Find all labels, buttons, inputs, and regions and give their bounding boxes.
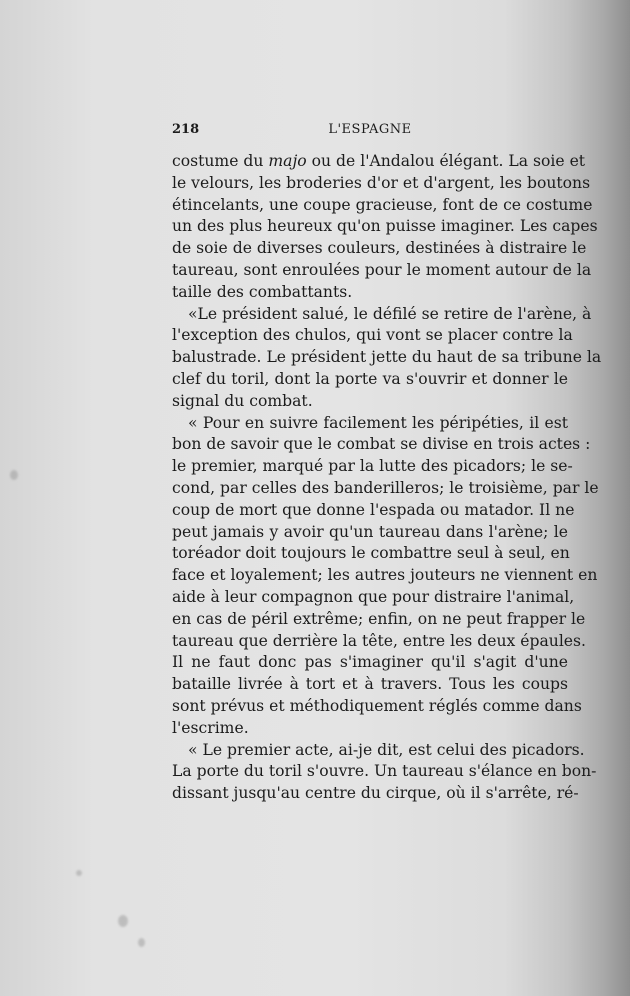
text-line: un des plus heureux qu'on puisse imaginer. Les capes	[172, 217, 598, 236]
text-line: balustrade. Le président jette du haut de sa tribune la	[172, 348, 602, 367]
text-line: taureau que derrière la tête, entre les deux épaules.	[172, 631, 586, 650]
page-body-text	[172, 151, 602, 805]
text-line: peut jamais y avoir qu'un taureau dans l'arène; le	[172, 522, 568, 541]
paper-stain	[76, 870, 82, 876]
text-line: l'exception des chulos, qui vont se placer contre la	[172, 326, 573, 345]
text-line: l'escrime.	[172, 718, 249, 737]
text-line: bon de savoir que le combat se divise en trois actes :	[172, 435, 591, 454]
text-line: bataille livrée à tort et à travers. Tous les coups	[172, 675, 568, 694]
text-line: taureau, sont enroulées pour le moment autour de la	[172, 260, 592, 279]
page-header	[172, 122, 568, 140]
text-line: face et loyalement; les autres jouteurs ne viennent en	[172, 566, 598, 585]
text-line: toréador doit toujours le combattre seul à seul, en	[172, 544, 570, 563]
text-line: costume du majo ou de l'Andalou élégant. La soie et	[172, 152, 586, 170]
text-line: le velours, les broderies d'or et d'argent, les boutons	[172, 173, 591, 192]
text-line: dissant jusqu'au centre du cirque, où il s'arrête, ré-	[172, 784, 579, 803]
text-line: clef du toril, dont la porte va s'ouvrir et donner le	[172, 369, 568, 388]
page-number: 218	[172, 122, 200, 137]
text-line: taille des combattants.	[172, 282, 353, 301]
text-line: La porte du toril s'ouvre. Un taureau s'élance en bon-	[172, 762, 597, 781]
text-line: signal du combat.	[172, 391, 313, 410]
text-line: cond, par celles des banderilleros; le troisième, par le	[172, 478, 599, 497]
text-line: «Le président salué, le défilé se retire de l'arène, à	[188, 304, 592, 323]
text-line: le premier, marqué par la lutte des picadors; le se-	[172, 457, 573, 476]
paper-stain	[118, 915, 128, 927]
paper-stain	[10, 470, 18, 480]
text-line: étincelants, une coupe gracieuse, font de ce costume	[172, 195, 593, 214]
text-line: « Le premier acte, ai-je dit, est celui des picadors.	[188, 740, 585, 759]
text-line: Il ne faut donc pas s'imaginer qu'il s'agit d'une	[172, 653, 568, 672]
text-line: « Pour en suivre facilement les péripéties, il est	[188, 413, 568, 432]
italic-word: majo	[268, 152, 307, 170]
text-line: aide à leur compagnon que pour distraire l'animal,	[172, 587, 575, 606]
text-line: de soie de diverses couleurs, destinées à distraire le	[172, 239, 587, 258]
text-line: sont prévus et méthodiquement réglés comme dans	[172, 696, 582, 715]
paper-stain	[138, 938, 145, 947]
text-line: en cas de péril extrême; enfin, on ne peut frapper le	[172, 609, 586, 628]
running-title: L'ESPAGNE	[328, 122, 412, 137]
text-line: coup de mort que donne l'espada ou matador. Il ne	[172, 500, 575, 519]
